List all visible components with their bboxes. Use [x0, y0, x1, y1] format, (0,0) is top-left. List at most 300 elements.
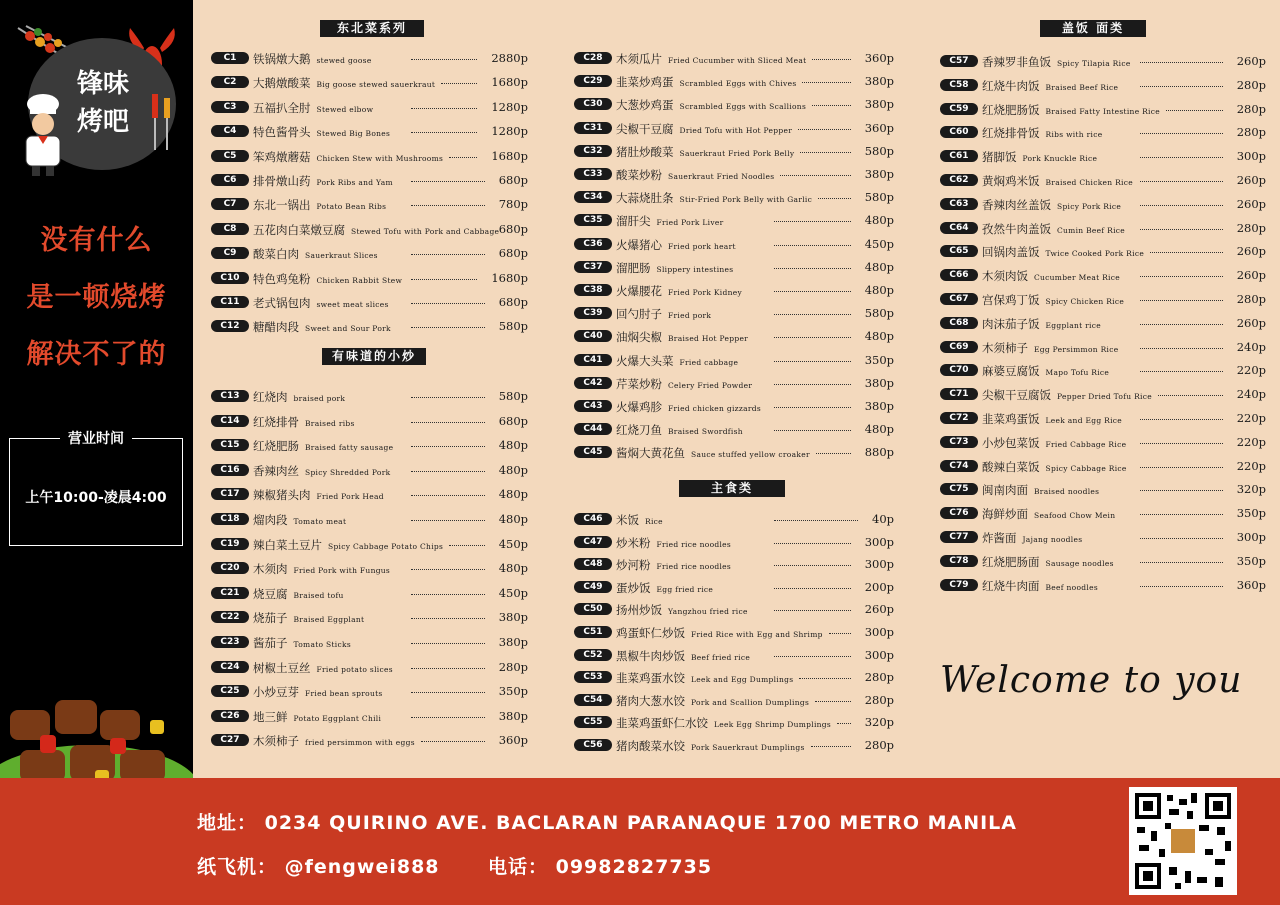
item-price: 280p: [1236, 125, 1266, 140]
item-english-name: Stir-Fried Pork Belly with Garlic: [679, 195, 813, 205]
dotted-leader: [421, 741, 485, 742]
item-name: 酱焖大黄花鱼 Sauce stuffed yellow croaker: [616, 446, 810, 461]
item-price: 580p: [498, 389, 528, 403]
menu-item: [211, 100, 528, 114]
item-english-name: Fried Pork with Fungus: [293, 566, 391, 576]
item-code: C20: [211, 562, 249, 574]
dotted-leader: [798, 129, 851, 130]
menu-item: [574, 144, 894, 158]
dotted-leader: [1140, 371, 1223, 372]
item-name: 烧茄子 Braised Eggplant: [253, 611, 365, 626]
item-price: 480p: [864, 283, 894, 297]
item-price: 320p: [864, 715, 894, 730]
item-price: 280p: [1236, 292, 1266, 306]
item-name: 特色鸡兔粉 Chicken Rabbit Stew: [253, 271, 403, 286]
logo-text: 锋味 烤吧: [76, 69, 129, 137]
item-name: 红烧肥肠面 Sausage noodles: [982, 554, 1114, 569]
item-price: 360p: [864, 51, 894, 65]
section-title-zhushi: 主食类: [679, 480, 785, 497]
dotted-leader: [802, 82, 851, 83]
dotted-leader: [774, 588, 851, 589]
menu-item: [940, 221, 1266, 235]
item-code: C12: [211, 320, 249, 332]
item-price: 480p: [498, 561, 528, 576]
item-name: 树椒土豆丝 Fried potato slices: [253, 660, 393, 675]
dotted-leader: [411, 471, 485, 472]
dotted-leader: [1140, 181, 1223, 182]
item-name: 香辣肉丝 Spicy Shredded Pork: [253, 463, 391, 478]
item-code: C17: [211, 488, 249, 500]
item-name: 韭菜鸡蛋水饺 Leek and Egg Dumplings: [616, 671, 794, 686]
chef-icon: [16, 92, 70, 176]
menu-item: [940, 244, 1266, 258]
menu-item: [940, 78, 1266, 92]
item-name: 红烧排骨饭 Ribs with rice: [982, 126, 1103, 141]
item-price: 260p: [1236, 196, 1266, 211]
menu-item: [940, 530, 1266, 544]
dotted-leader: [774, 656, 851, 657]
item-price: 580p: [864, 306, 894, 321]
item-name: 黄焖鸡米饭 Braised Chicken Rice: [982, 174, 1133, 188]
dotted-leader: [812, 105, 851, 106]
item-code: C22: [211, 611, 249, 623]
section-title-dongbei: 东北菜系列: [320, 20, 424, 37]
item-english-name: Fried bean sprouts: [305, 689, 383, 699]
menu-item: [211, 173, 528, 187]
item-english-name: Pork and Scallion Dumplings: [691, 697, 810, 707]
item-name: 红烧刀鱼 Braised Swordfish: [616, 423, 743, 438]
menu-item: [940, 387, 1266, 401]
item-english-name: sweet meat slices: [316, 300, 389, 309]
item-price: 1680p: [491, 148, 528, 163]
menu-item: [211, 709, 528, 723]
dotted-leader: [1140, 348, 1223, 349]
item-code: C50: [574, 603, 612, 615]
menu-item: [211, 463, 528, 477]
item-price: 380p: [864, 375, 894, 390]
item-name: 木须柿子 Egg Persimmon Rice: [982, 340, 1119, 355]
dotted-leader: [1140, 586, 1223, 587]
dotted-leader: [774, 610, 851, 611]
menu-item: [574, 625, 894, 639]
item-price: 200p: [864, 579, 894, 594]
menu-item: [940, 340, 1266, 354]
dotted-leader: [774, 543, 851, 544]
item-english-name: Mapo Tofu Rice: [1045, 368, 1110, 378]
menu-item: [574, 121, 894, 135]
item-code: C72: [940, 412, 978, 424]
item-code: C42: [574, 377, 612, 389]
dotted-leader: [411, 594, 485, 595]
slogan-line: 解决不了的: [26, 339, 167, 370]
item-price: 360p: [1236, 577, 1266, 592]
menu-item: [574, 399, 894, 413]
item-price: 260p: [1236, 54, 1266, 68]
item-english-name: Beef fried rice: [691, 652, 751, 662]
menu-item: [211, 512, 528, 526]
item-price: 260p: [1236, 244, 1266, 259]
menu-item: [940, 197, 1266, 211]
menu-item: [211, 271, 528, 285]
dotted-leader: [1140, 133, 1223, 134]
menu-item: [211, 124, 528, 138]
item-price: 300p: [1236, 149, 1266, 164]
item-price: 260p: [1236, 315, 1266, 330]
section-title-gaifan: 盖饭 面类: [1040, 20, 1146, 37]
dotted-leader: [441, 83, 477, 84]
menu-item: [574, 512, 894, 526]
item-english-name: Sausage noodles: [1045, 558, 1114, 568]
item-english-name: Yangzhou fried rice: [668, 607, 748, 617]
menu-item: [574, 97, 894, 111]
item-name: 糖醋肉段 Sweet and Sour Pork: [253, 320, 391, 335]
item-code: C51: [574, 626, 612, 638]
dotted-leader: [774, 384, 851, 385]
menu-item: [211, 222, 528, 236]
item-code: C38: [574, 284, 612, 296]
menu-item: [940, 268, 1266, 282]
item-code: C18: [211, 513, 249, 525]
dotted-leader: [449, 545, 485, 546]
item-english-name: Leek Egg Shrimp Dumplings: [714, 720, 832, 730]
item-price: 350p: [864, 352, 894, 367]
section-title-xiaochao: 有味道的小炒: [322, 348, 426, 365]
item-name: 蛋炒饭 Egg fried rice: [616, 580, 714, 595]
item-english-name: Tomato Sticks: [293, 640, 351, 649]
item-price: 300p: [864, 625, 894, 639]
dotted-leader: [1140, 300, 1223, 301]
item-price: 240p: [1236, 339, 1266, 354]
welcome-text: Welcome to you: [940, 660, 1243, 701]
item-english-name: Leek and Egg Dumplings: [691, 675, 794, 685]
item-english-name: Spicy Cabbage Rice: [1045, 463, 1127, 473]
item-price: 450p: [498, 536, 528, 551]
item-english-name: Sauerkraut Fried Pork Belly: [679, 148, 795, 158]
item-english-name: Potato Bean Ribs: [316, 202, 387, 212]
item-name: 红烧肉 braised pork: [253, 390, 346, 404]
item-price: 320p: [1236, 482, 1266, 497]
dotted-leader: [1140, 514, 1223, 515]
item-name: 香辣罗非鱼饭 Spicy Tilapia Rice: [982, 55, 1131, 69]
item-english-name: Fried Pork Liver: [656, 218, 724, 228]
item-code: C52: [574, 649, 612, 661]
item-english-name: Fried Cucumber with Sliced Meat: [668, 56, 807, 65]
item-name: 五福扒全肘 Stewed elbow: [253, 100, 374, 115]
item-code: C9: [211, 247, 249, 259]
menu-item: [940, 102, 1266, 116]
item-name: 孜然牛肉盖饭 Cumin Beef Rice: [982, 221, 1126, 236]
item-name: 老式锅包肉 sweet meat slices: [253, 296, 389, 310]
item-code: C54: [574, 694, 612, 706]
item-english-name: Fried Pork Head: [316, 492, 384, 502]
item-name: 木须柿子 fried persimmon with eggs: [253, 734, 415, 749]
address: 地址： 0234 QUIRINO AVE. BACLARAN PARANAQUE 1700 METRO MANILA: [197, 812, 1017, 834]
item-price: 300p: [864, 534, 894, 549]
menu-item: [211, 389, 528, 403]
item-code: C28: [574, 52, 612, 64]
menu-item: [940, 578, 1266, 592]
menu-item: [211, 246, 528, 260]
item-code: C79: [940, 579, 978, 591]
menu-item: [211, 295, 528, 309]
qr-code-image[interactable]: [1129, 787, 1237, 895]
item-english-name: Egg fried rice: [656, 584, 714, 594]
item-name: 辣椒猪头肉 Fried Pork Head: [253, 488, 384, 503]
item-name: 海鲜炒面 Seafood Chow Mein: [982, 507, 1116, 522]
item-english-name: Braised tofu: [293, 590, 344, 600]
item-name: 黑椒牛肉炒饭 Beef fried rice: [616, 648, 751, 663]
menu-item: [574, 557, 894, 571]
menu-item: [940, 506, 1266, 520]
item-english-name: Stewed Big Bones: [316, 129, 391, 139]
dotted-leader: [1140, 324, 1223, 325]
item-code: C13: [211, 390, 249, 402]
item-name: 铁锅燉大鹅 stewed goose: [253, 52, 372, 66]
item-price: 220p: [1236, 411, 1266, 425]
item-price: 480p: [498, 487, 528, 502]
item-price: 380p: [498, 610, 528, 625]
menu-item: [940, 459, 1266, 473]
dotted-leader: [780, 175, 851, 176]
item-code: C47: [574, 536, 612, 548]
item-code: C63: [940, 198, 978, 210]
item-english-name: Big goose stewed sauerkraut: [316, 80, 436, 90]
item-name: 麻婆豆腐饭 Mapo Tofu Rice: [982, 364, 1110, 379]
logo: [8, 10, 188, 170]
item-name: 酱茄子 Tomato Sticks: [253, 636, 351, 650]
dotted-leader: [811, 746, 851, 747]
item-english-name: Sauerkraut Slices: [305, 251, 378, 261]
dotted-leader: [411, 181, 485, 182]
item-english-name: Fried chicken gizzards: [668, 404, 762, 413]
menu-item: [574, 190, 894, 204]
item-code: C11: [211, 296, 249, 308]
menu-item: [574, 74, 894, 88]
dotted-leader: [1158, 395, 1223, 396]
item-english-name: Fried cabbage: [679, 357, 739, 367]
item-price: 450p: [498, 585, 528, 600]
dotted-leader: [774, 337, 851, 338]
dotted-leader: [1166, 110, 1223, 111]
item-english-name: Chicken Stew with Mushrooms: [316, 153, 444, 163]
menu-item: [574, 738, 894, 752]
item-name: 猪肉酸菜水饺 Pork Sauerkraut Dumplings: [616, 739, 805, 753]
item-code: C55: [574, 716, 612, 728]
item-name: 韭菜鸡蛋饭 Leek and Egg Rice: [982, 412, 1123, 426]
dotted-leader: [1140, 62, 1223, 63]
menu-item: [574, 648, 894, 662]
menu-item: [211, 197, 528, 211]
sidebar: [0, 0, 193, 780]
item-name: 辣白菜土豆片 Spicy Cabbage Potato Chips: [253, 537, 444, 552]
menu-item: [211, 635, 528, 649]
dotted-leader: [774, 361, 851, 362]
menu-item: [574, 422, 894, 436]
item-code: C4: [211, 125, 249, 137]
dotted-leader: [411, 422, 485, 423]
item-name: 韭菜鸡蛋虾仁水饺 Leek Egg Shrimp Dumplings: [616, 716, 832, 731]
item-price: 350p: [1236, 506, 1266, 521]
dotted-leader: [816, 453, 851, 454]
item-price: 480p: [864, 329, 894, 344]
item-name: 肉沫茄子饭 Eggplant rice: [982, 316, 1101, 331]
item-name: 木须瓜片 Fried Cucumber with Sliced Meat: [616, 52, 807, 66]
item-english-name: Twice Cooked Pork Rice: [1045, 249, 1145, 259]
item-price: 280p: [1236, 101, 1266, 116]
menu-item: [211, 414, 528, 428]
item-code: C57: [940, 55, 978, 67]
item-name: 东北一锅出 Potato Bean Ribs: [253, 198, 387, 213]
menu-item: [574, 445, 894, 459]
item-code: C31: [574, 122, 612, 134]
dotted-leader: [815, 701, 851, 702]
dotted-leader: [829, 633, 851, 634]
slogan-line: 没有什么: [40, 225, 153, 256]
item-price: 360p: [864, 120, 894, 135]
item-english-name: fried persimmon with eggs: [305, 738, 415, 748]
item-price: 280p: [864, 738, 894, 752]
dotted-leader: [774, 565, 851, 566]
item-name: 木须肉饭 Cucumber Meat Rice: [982, 269, 1120, 284]
dotted-leader: [411, 397, 485, 398]
item-code: C73: [940, 436, 978, 448]
item-code: C3: [211, 101, 249, 113]
menu-item: [574, 213, 894, 227]
menu-panel: [193, 0, 1280, 780]
item-name: 香辣肉丝盖饭 Spicy Pork Rice: [982, 197, 1122, 212]
item-english-name: Stewed elbow: [316, 104, 374, 114]
menu-item: [211, 610, 528, 624]
item-english-name: Spicy Shredded Pork: [305, 467, 391, 477]
hours-value: 上午10:00-凌晨4:00: [25, 490, 167, 506]
menu-item: [574, 51, 894, 65]
menu-item: [940, 482, 1266, 496]
item-english-name: Fried rice noodles: [656, 539, 732, 549]
item-english-name: Pork Ribs and Yam: [316, 178, 393, 187]
item-name: 火爆鸡胗 Fried chicken gizzards: [616, 400, 762, 414]
item-code: C26: [211, 710, 249, 722]
item-english-name: stewed goose: [316, 56, 372, 65]
dotted-leader: [774, 314, 851, 315]
item-english-name: Spicy Tilapia Rice: [1057, 59, 1131, 68]
menu-item: [211, 149, 528, 163]
menu-item: [574, 353, 894, 367]
menu-item: [574, 693, 894, 707]
phone-number: 电话： 09982827735: [488, 856, 713, 878]
item-code: C76: [940, 507, 978, 519]
dotted-leader: [837, 723, 851, 724]
item-price: 480p: [498, 512, 528, 526]
menu-item: [940, 173, 1266, 187]
item-price: 380p: [864, 167, 894, 181]
dotted-leader: [774, 221, 851, 222]
item-code: C7: [211, 198, 249, 210]
menu-item: [940, 125, 1266, 139]
item-english-name: Fried potato slices: [316, 664, 393, 674]
item-price: 220p: [1236, 434, 1266, 449]
item-name: 鸡蛋虾仁炒饭 Fried Rice with Egg and Shrimp: [616, 626, 823, 640]
dotted-leader: [449, 157, 477, 158]
item-name: 红烧牛肉饭 Braised Beef Rice: [982, 78, 1119, 93]
item-name: 地三鲜 Potato Eggplant Chili: [253, 709, 382, 724]
item-price: 40p: [872, 512, 894, 526]
item-code: C43: [574, 400, 612, 412]
dotted-leader: [411, 279, 477, 280]
item-english-name: Braised ribs: [305, 418, 355, 428]
dotted-leader: [774, 430, 851, 431]
item-english-name: Fried rice noodles: [656, 562, 732, 572]
slogan-line: 是一顿烧烤: [26, 282, 167, 313]
item-price: 350p: [1236, 553, 1266, 568]
item-english-name: Fried pork: [668, 311, 712, 321]
item-code: C74: [940, 460, 978, 472]
dotted-leader: [1140, 276, 1223, 277]
menu-item: [574, 237, 894, 251]
item-code: C35: [574, 214, 612, 226]
item-english-name: Tomato meat: [293, 517, 347, 526]
menu-item: [574, 670, 894, 684]
item-price: 260p: [1236, 173, 1266, 187]
menu-item: [940, 363, 1266, 377]
item-english-name: Braised fatty sausage: [305, 443, 394, 453]
business-hours: [9, 431, 183, 546]
item-code: C30: [574, 98, 612, 110]
dotted-leader: [411, 446, 485, 447]
item-name: 酸菜炒粉 Sauerkraut Fried Noodles: [616, 168, 775, 182]
item-code: C23: [211, 636, 249, 648]
item-code: C36: [574, 238, 612, 250]
item-price: 280p: [1236, 220, 1266, 235]
item-name: 炒河粉 Fried rice noodles: [616, 558, 732, 573]
dotted-leader: [411, 520, 485, 521]
item-name: 酸菜白肉 Sauerkraut Slices: [253, 247, 378, 262]
menu-item: [940, 316, 1266, 330]
item-name: 溜肥肠 Slippery intestines: [616, 260, 734, 275]
item-english-name: Leek and Egg Rice: [1045, 416, 1123, 425]
item-english-name: Ribs with rice: [1045, 130, 1103, 140]
item-name: 芹菜炒粉 Celery Fried Powder: [616, 376, 753, 391]
item-price: 280p: [1236, 77, 1266, 92]
item-price: 1280p: [491, 99, 528, 114]
item-name: 米饭 Rice: [616, 513, 663, 527]
item-price: 260p: [864, 602, 894, 617]
dotted-leader: [411, 569, 485, 570]
item-code: C29: [574, 75, 612, 87]
item-name: 尖椒干豆腐 Dried Tofu with Hot Pepper: [616, 121, 793, 136]
dotted-leader: [411, 618, 485, 619]
item-code: C59: [940, 103, 978, 115]
item-price: 1680p: [491, 75, 528, 90]
item-name: 红烧排骨 Braised ribs: [253, 414, 355, 429]
dotted-leader: [411, 205, 485, 206]
dotted-leader: [1140, 229, 1223, 230]
footer: [0, 778, 1280, 905]
item-english-name: Pepper Dried Tofu Rice: [1057, 392, 1152, 402]
item-code: C46: [574, 513, 612, 525]
item-code: C61: [940, 150, 978, 162]
dotted-leader: [774, 291, 851, 292]
item-name: 溜肝尖 Fried Pork Liver: [616, 214, 724, 229]
item-name: 炸酱面 Jajang noodles: [982, 531, 1083, 545]
item-english-name: Pork Sauerkraut Dumplings: [691, 743, 805, 752]
item-price: 380p: [864, 97, 894, 112]
item-code: C66: [940, 269, 978, 281]
item-code: C45: [574, 446, 612, 458]
menu-item: [211, 75, 528, 89]
item-price: 480p: [864, 213, 894, 228]
dotted-leader: [774, 268, 851, 269]
item-code: C21: [211, 587, 249, 599]
